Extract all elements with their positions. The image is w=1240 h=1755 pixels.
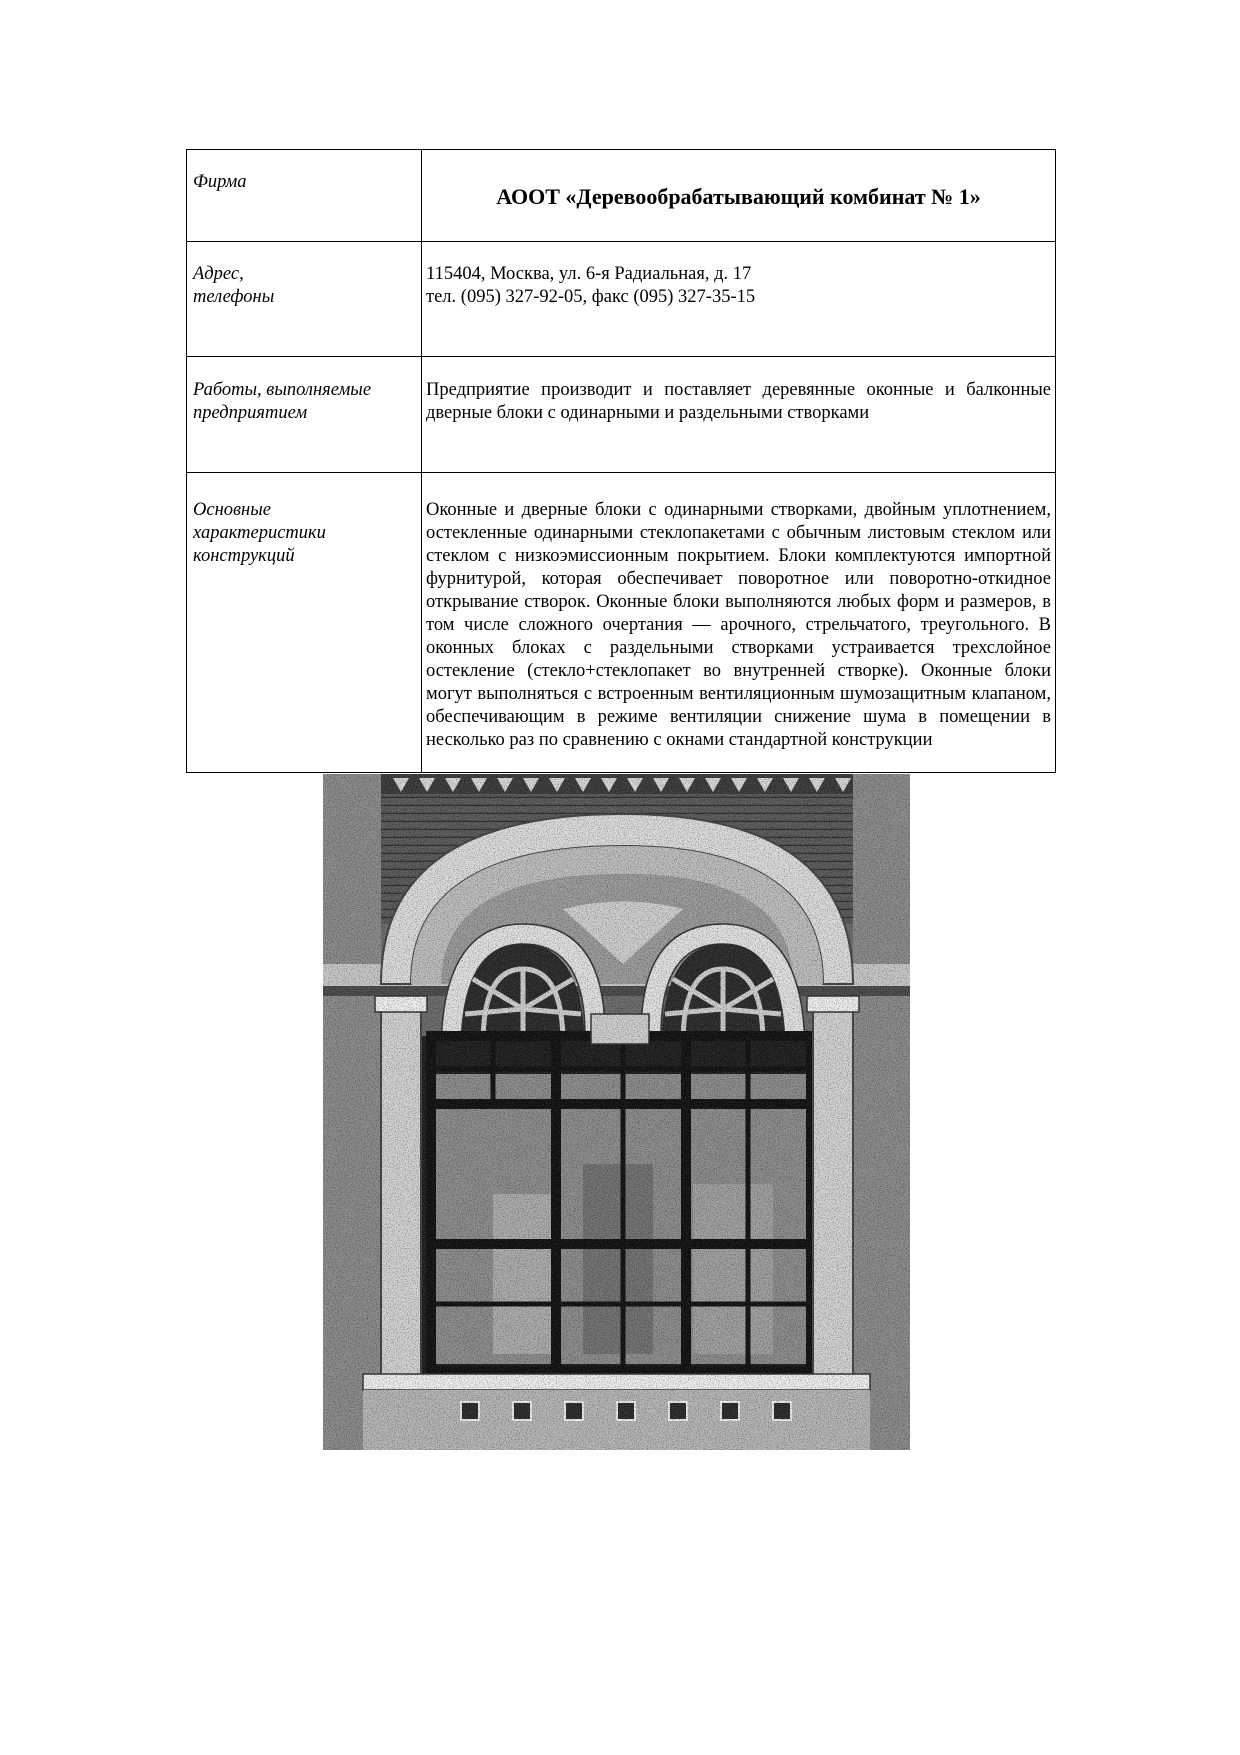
firm-label: Фирма: [187, 150, 422, 242]
works-value: Предприятие производит и поставляет деревянные оконные и балконные дверные блоки с одинарными и раздельными створками: [422, 357, 1056, 473]
features-label: [187, 473, 422, 773]
address-line: 115404, Москва, ул. 6-я Радиальная, д. 17: [426, 264, 752, 284]
phone-line: тел. (095) 327-92-05, факс (095) 327-35-15: [426, 287, 756, 307]
table-row: [187, 357, 1056, 473]
table-row: [187, 150, 1056, 242]
address-label-line: Адрес,: [193, 264, 244, 284]
arched-window-photo: [323, 774, 910, 1450]
works-label-line: предприятием: [193, 403, 308, 423]
works-label-line: Работы, выполняемые: [193, 380, 372, 400]
table-row: [187, 242, 1056, 357]
address-label-line: телефоны: [193, 287, 275, 307]
company-info-table: [186, 149, 1056, 773]
features-label-line: конструкций: [193, 546, 295, 566]
table-row: [187, 473, 1056, 773]
features-label-line: Основные: [193, 500, 271, 520]
features-value: Оконные и дверные блоки с одинарными створками, двойным уплотнением, остекленные одинарными стеклопакетами с обычным листовым стеклом или стеклом с низкоэмиссионным покрытием. Блоки комплектуются импортной фурнитурой, которая обеспечивает поворотное или поворотно-откидное открывание створок. Оконные блоки выполняются любых форм и размеров, в том числе сложного очертания — арочного, стрельчатого, треугольного. В оконных блоках с раздельными створками устраивается трехслойное остекление (стекло+стеклопакет во внутренней створке). Оконные блоки могут выполняться с встроенным вентиляционным шумозащитным клапаном, обеспечивающим в режиме вентиляции снижение шума в помещении в несколько раз по сравнению с окнами стандартной конструкции: [422, 473, 1056, 773]
works-label: [187, 357, 422, 473]
firm-name: АООТ «Деревообрабатывающий комбинат № 1»: [422, 150, 1056, 242]
features-label-line: характеристики: [193, 523, 326, 543]
address-label: [187, 242, 422, 357]
address-value: [422, 242, 1056, 357]
